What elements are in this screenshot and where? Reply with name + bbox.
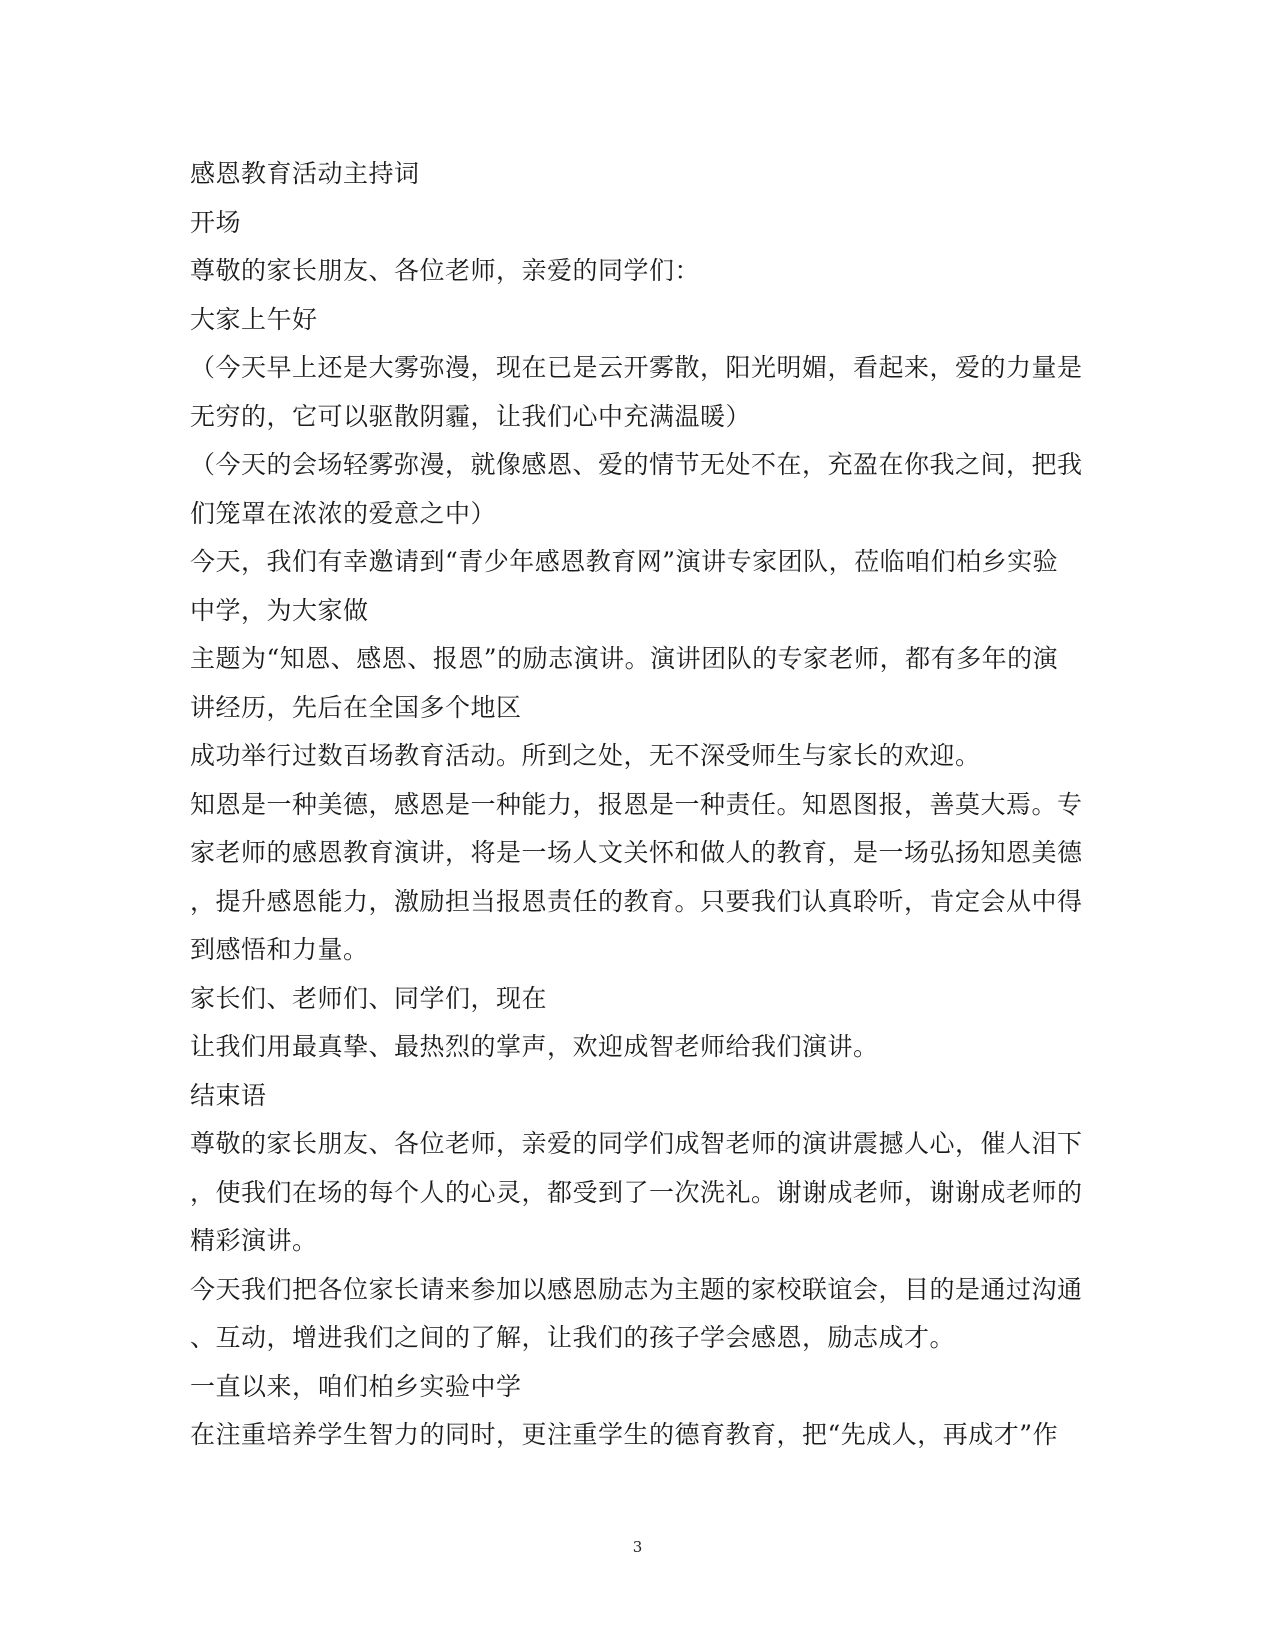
text-line: 让我们用最真挚、最热烈的掌声，欢迎成智老师给我们演讲。: [190, 1032, 879, 1061]
text-line: 无穷的，它可以驱散阴霾，让我们心中充满温暖）: [190, 401, 752, 431]
text-line: 家老师的感恩教育演讲，将是一场人文关怀和做人的教育，是一场弘扬知恩美德: [190, 838, 1083, 867]
section-heading-opening: 开场: [190, 207, 242, 237]
text-line: （今天的会场轻雾弥漫，就像感恩、爱的情节无处不在，充盈在你我之间，把我: [190, 450, 1083, 479]
text-line: 一直以来，咱们柏乡实验中学: [190, 1371, 522, 1401]
text-line: ，提升感恩能力，激励担当报恩责任的教育。只要我们认真聆听，肯定会从中得: [190, 886, 1083, 916]
text-line: ，使我们在场的每个人的心灵，都受到了一次洗礼。谢谢成老师，谢谢成老师的: [190, 1177, 1083, 1207]
text-line: 今天，我们有幸邀请到“青少年感恩教育网”演讲专家团队，莅临咱们柏乡实验: [190, 547, 1059, 576]
text-line: 精彩演讲。: [190, 1226, 318, 1255]
document-title: 感恩教育活动主持词: [190, 159, 420, 188]
text-line: 今天我们把各位家长请来参加以感恩励志为主题的家校联谊会，目的是通过沟通: [190, 1274, 1083, 1304]
text-line: 、互动，增进我们之间的了解，让我们的孩子学会感恩，励志成才。: [190, 1323, 956, 1352]
text-line: 主题为“知恩、感恩、报恩”的励志演讲。演讲团队的专家老师，都有多年的演: [190, 644, 1059, 673]
text-line: 知恩是一种美德，感恩是一种能力，报恩是一种责任。知恩图报，善莫大焉。专: [190, 789, 1083, 819]
text-line: 到感悟和力量。: [190, 935, 369, 964]
text-line: 尊敬的家长朋友、各位老师，亲爱的同学们：: [190, 256, 701, 285]
text-line: 尊敬的家长朋友、各位老师，亲爱的同学们成智老师的演讲震撼人心，催人泪下: [190, 1129, 1083, 1158]
text-line: （今天早上还是大雾弥漫，现在已是云开雾散，阳光明媚，看起来，爱的力量是: [190, 353, 1083, 382]
text-line: 成功举行过数百场教育活动。所到之处，无不深受师生与家长的欢迎。: [190, 741, 981, 770]
section-heading-closing: 结束语: [190, 1080, 267, 1110]
text-line: 家长们、老师们、同学们，现在: [190, 983, 548, 1013]
document-body: [190, 150, 1083, 1460]
text-line: 大家上午好: [190, 304, 318, 334]
text-line: 们笼罩在浓浓的爱意之中）: [190, 498, 497, 528]
text-line: 讲经历，先后在全国多个地区: [190, 692, 522, 722]
text-line: 中学，为大家做: [190, 595, 369, 625]
text-line: 在注重培养学生智力的同时，更注重学生的德育教育，把“先成人，再成才”作: [190, 1420, 1059, 1449]
page-number: 3: [632, 1538, 643, 1556]
